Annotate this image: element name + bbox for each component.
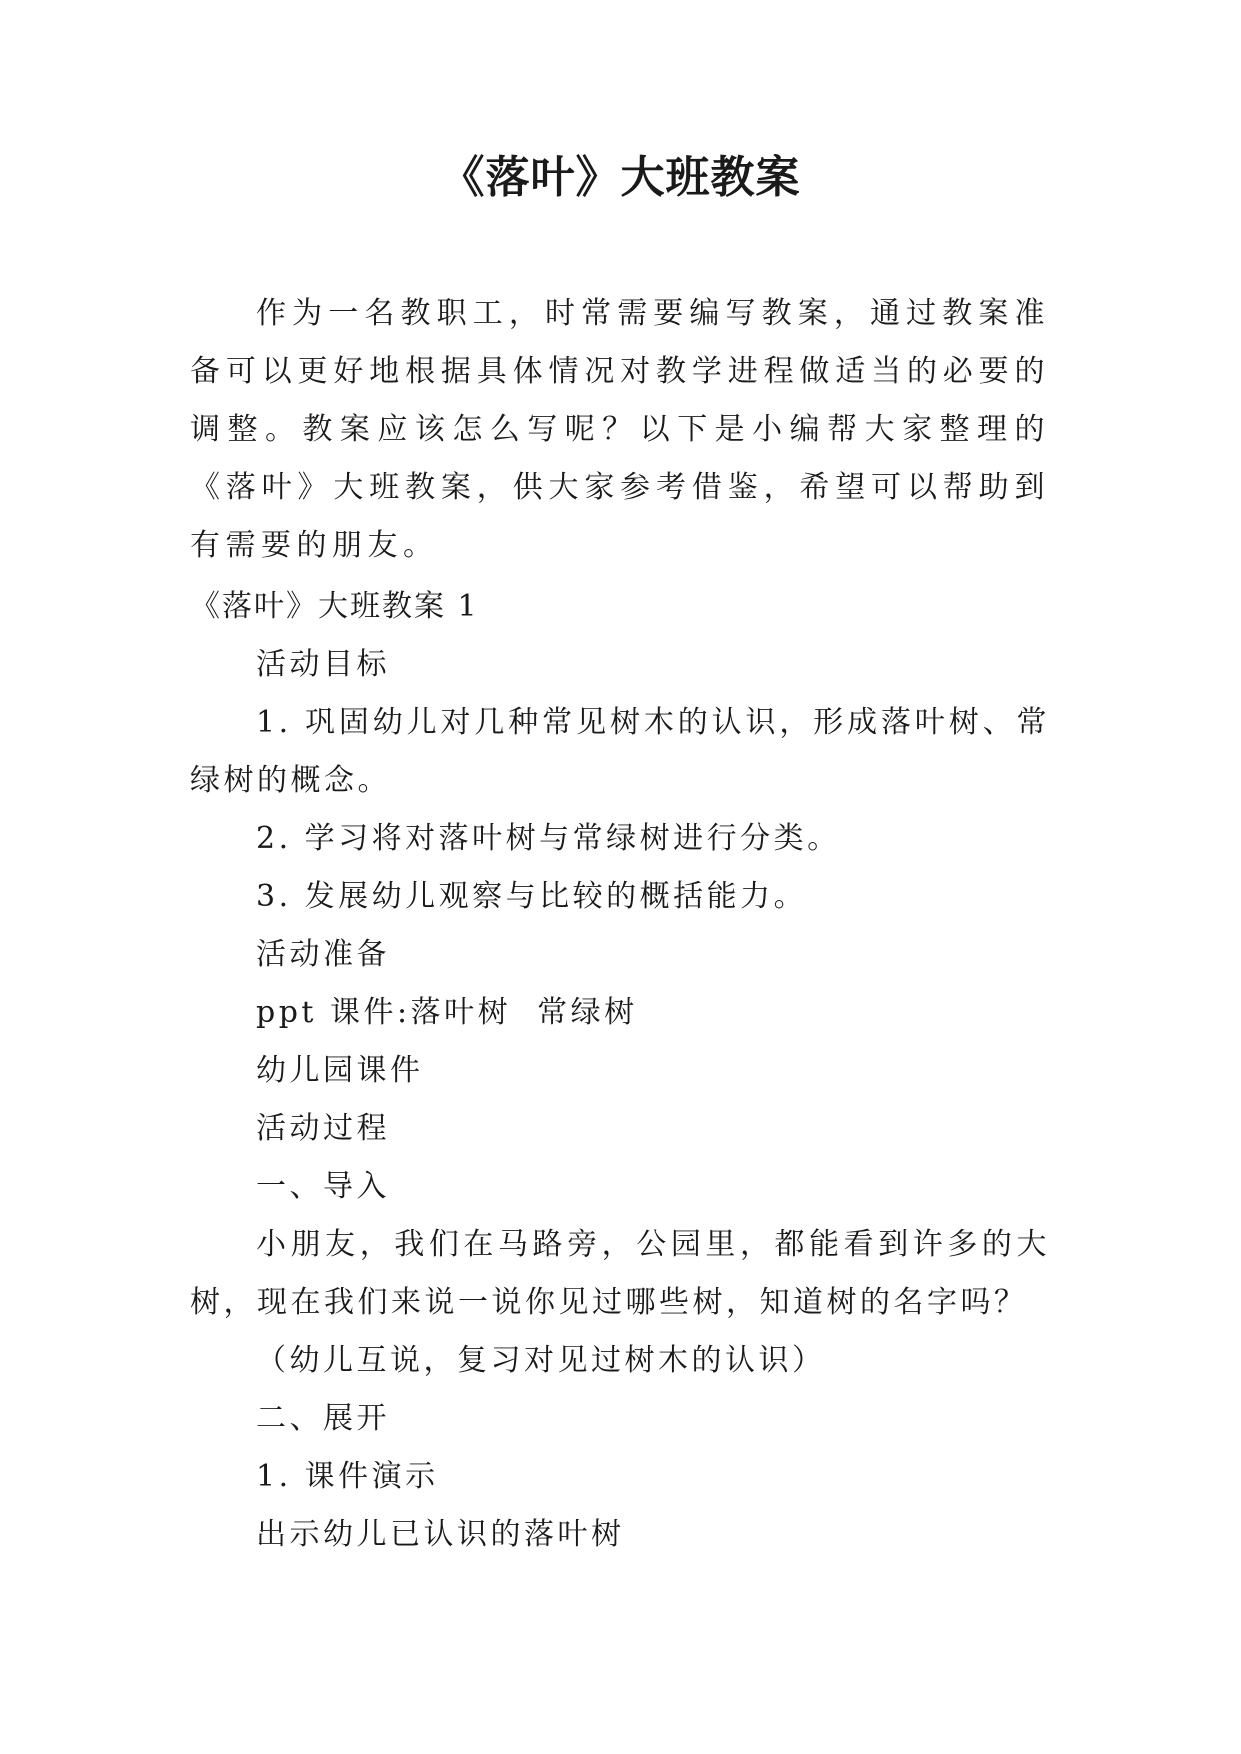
paragraph-intro-text: 小朋友，我们在马路旁，公园里，都能看到许多的大树，现在我们来说一说你见过哪些树，知道树的名字吗？ — [190, 1227, 1050, 1320]
paragraph-children-note: （幼儿互说，复习对见过树木的认识） — [256, 1343, 826, 1378]
paragraph-demo: 1. 课件演示 — [256, 1459, 439, 1494]
paragraph-ppt: ppt 课件:落叶树 常绿树 — [256, 995, 638, 1030]
paragraph-goal-3: 3. 发展幼儿观察与比较的概括能力。 — [256, 879, 808, 914]
paragraph-expand-step: 二、展开 — [256, 1401, 390, 1436]
paragraph-goal-1: 1. 巩固幼儿对几种常见树木的认识，形成落叶树、常绿树的概念。 — [190, 705, 1050, 798]
paragraph-goal-2: 2. 学习将对落叶树与常绿树进行分类。 — [256, 821, 841, 856]
paragraph-courseware: 幼儿园课件 — [256, 1053, 424, 1088]
paragraph-activity-prep: 活动准备 — [256, 937, 390, 972]
intro-paragraph: 作为一名教职工，时常需要编写教案，通过教案准备可以更好地根据具体情况对教学进程做适当的必要的调整。教案应该怎么写呢？以下是小编帮大家整理的《落叶》大班教案，供大家参考借鉴，希望可以帮助到有需要的朋友。 — [190, 296, 1050, 563]
paragraph-show-trees: 出示幼儿已认识的落叶树 — [256, 1517, 625, 1552]
section-heading: 《落叶》大班教案 1 — [190, 589, 479, 624]
paragraph-activity-goals: 活动目标 — [256, 647, 390, 682]
document-title: 《落叶》大班教案 — [440, 152, 801, 203]
paragraph-activity-process: 活动过程 — [256, 1111, 390, 1146]
document-body — [190, 578, 1050, 1564]
paragraph-intro-step: 一、导入 — [256, 1169, 390, 1204]
